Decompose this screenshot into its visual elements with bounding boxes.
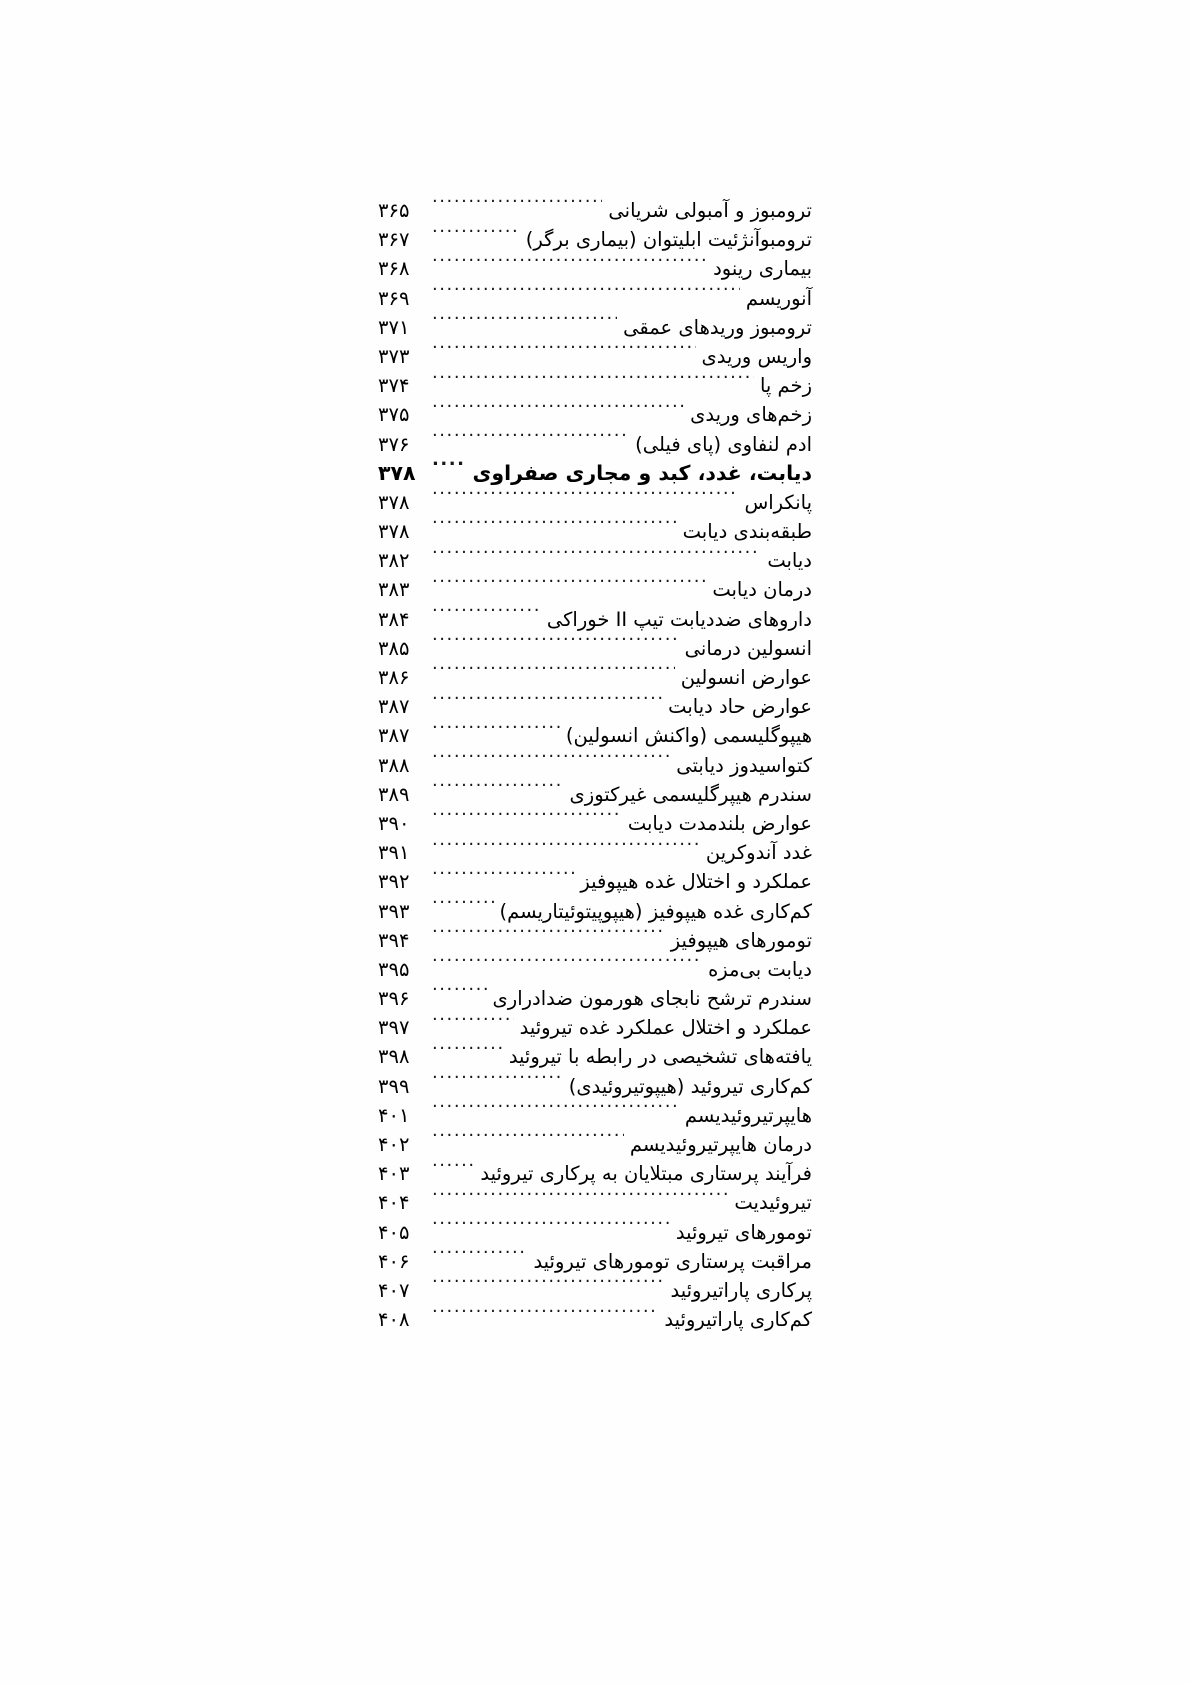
toc-entry-page-number: ۳۹۱ [378,841,410,865]
toc-entry-page-number: ۴۰۴ [378,1191,410,1215]
toc-entry[interactable] [378,225,812,254]
toc-entry-page-number: ۴۰۲ [378,1133,410,1156]
toc-leader-dots [432,986,487,1006]
toc-entry-page-number: ۳۷۳ [378,344,410,368]
toc-leader-dots [432,694,662,714]
toc-entry-title: کم‌کاری پاراتیروئید [664,1308,812,1332]
toc-leader-dots [432,431,629,451]
toc-entry[interactable] [378,1013,812,1042]
toc-leader-dots [432,606,541,626]
toc-entry[interactable] [378,838,812,867]
toc-entry-title: پانکراس [744,490,812,514]
toc-leader-dots [432,1073,563,1093]
toc-entry-page-number: ۳۷۸ [378,460,416,485]
toc-entry-page-number: ۳۸۸ [378,753,410,777]
toc-leader-dots [432,898,494,918]
toc-entry-page-number: ۳۹۵ [378,957,410,981]
toc-leader-dots [432,723,560,743]
toc-entry-page-number: ۳۶۹ [378,286,410,310]
toc-entry-title: کتواسیدوز دیابتی [676,753,812,777]
toc-leader-dots [432,519,677,539]
toc-entry-page-number: ۴۰۶ [378,1249,410,1273]
toc-section-heading[interactable] [378,459,812,488]
toc-entry-page-number: ۴۰۳ [378,1162,410,1186]
toc-entry-title: طبقه‌بندی دیابت [682,520,812,544]
toc-entry[interactable] [378,634,812,663]
toc-entry-title: سندرم هیپرگلیسمی غیرکتوزی [569,782,812,806]
toc-leader-dots [432,1190,728,1210]
toc-entry-page-number: ۳۶۵ [378,199,410,222]
toc-entry[interactable] [378,517,812,546]
toc-entry-page-number: ۴۰۷ [378,1278,410,1302]
toc-entry-title: عوارض انسولین [680,666,812,689]
toc-leader-dots [432,752,670,772]
toc-entry-title: درمان هایپرتیروئیدیسم [629,1133,812,1156]
toc-entry[interactable] [378,721,812,750]
toc-entry-title: واریس وریدی [701,344,812,368]
toc-leader-dots [432,198,602,218]
toc-entry-page-number: ۳۸۷ [378,695,410,719]
toc-entry[interactable] [378,1072,812,1101]
toc-entry[interactable] [378,1101,812,1130]
toc-entry[interactable] [378,605,812,634]
toc-entry-page-number: ۴۰۱ [378,1103,410,1127]
toc-entry-title: دیابت [767,549,812,573]
toc-entry[interactable] [378,926,812,955]
toc-entry-page-number: ۳۹۴ [378,928,410,952]
toc-entry-page-number: ۳۷۵ [378,403,410,427]
toc-entry-page-number: ۳۹۸ [378,1045,410,1069]
toc-entry-page-number: ۳۷۸ [378,520,410,544]
toc-entry-title: عوارض بلندمدت دیابت [627,811,812,835]
toc-entry-page-number: ۳۶۸ [378,257,410,281]
toc-leader-dots [432,256,707,276]
toc-leader-dots [432,869,574,889]
toc-leader-dots [432,956,702,976]
toc-leader-dots [432,840,700,860]
toc-entry-page-number: ۳۹۶ [378,987,410,1011]
toc-leader-dots [432,1132,624,1152]
toc-entry[interactable] [378,196,812,225]
toc-leader-dots [432,402,684,422]
toc-entry-page-number: ۳۸۶ [378,666,410,689]
toc-leader-dots [432,489,738,509]
toc-leader-dots [432,285,740,305]
toc-leader-dots [432,343,696,363]
toc-entry-title: فرآیند پرستاری مبتلایان به پرکاری تیروئید [480,1162,812,1186]
toc-entry-page-number: ۳۸۴ [378,607,410,631]
toc-leader-dots [432,227,520,247]
toc-entry-title: کم‌کاری غده هیپوفیز (هیپوپیتوئیتاریسم) [499,899,812,923]
toc-leader-dots [432,1015,514,1035]
toc-entry-page-number: ۳۸۷ [378,724,410,748]
toc-leader-dots [432,810,622,830]
toc-entry-page-number: ۳۷۴ [378,374,410,398]
toc-leader-dots [432,1307,658,1327]
toc-leader-dots [432,314,617,334]
toc-entry-page-number: ۴۰۵ [378,1220,410,1244]
toc-entry[interactable] [378,1159,812,1188]
toc-leader-dots [432,927,665,947]
toc-entry[interactable] [378,751,812,780]
toc-entry[interactable] [378,1218,812,1247]
toc-leader-dots [432,665,675,685]
toc-entry-title: درمان دیابت [712,578,812,602]
toc-entry[interactable] [378,313,812,342]
toc-entry-title: ادم لنفاوی (پای فیلی) [635,432,812,456]
toc-entry-page-number: ۳۹۷ [378,1016,410,1040]
toc-entry-page-number: ۳۷۱ [378,315,410,339]
toc-entry[interactable] [378,400,812,429]
toc-entry-title: ترومبوز وریدهای عمقی [623,315,812,339]
toc-entry[interactable] [378,663,812,692]
toc-entry-title: هایپرتیروئیدیسم [684,1103,812,1127]
toc-entry-page-number: ۳۷۶ [378,432,410,456]
toc-entry-title: عوارض حاد دیابت [668,695,812,719]
toc-entry-page-number: ۳۷۸ [378,490,410,514]
toc-entry[interactable] [378,867,812,896]
toc-entry-page-number: ۳۹۹ [378,1074,410,1098]
toc-leader-dots [432,373,754,393]
toc-entry[interactable] [378,897,812,926]
toc-entry-title: هیپوگلیسمی (واکنش انسولین) [565,724,812,748]
toc-entry-title: تیروئیدیت [734,1191,812,1215]
toc-entry-title: عملکرد و اختلال غده هیپوفیز [580,870,812,894]
toc-entry-title: دیابت، غدد، کبد و مجاری صفراوی [472,460,812,485]
toc-entry-page-number: ۳۸۹ [378,782,410,806]
toc-entry[interactable] [378,430,812,459]
toc-entry[interactable] [378,488,812,517]
toc-entry-title: داروهای ضددیابت تیپ II خوراکی [546,607,812,631]
toc-entry-page-number: ۳۸۲ [378,549,410,573]
toc-entry[interactable] [378,1042,812,1071]
toc-entry-title: کم‌کاری تیروئید (هیپوتیروئیدی) [568,1074,812,1098]
toc-entry-page-number: ۳۸۳ [378,578,410,602]
toc-entry[interactable] [378,809,812,838]
toc-entry-title: عملکرد و اختلال عملکرد غده تیروئید [519,1016,812,1040]
toc-entry-title: غدد آندوکرین [705,841,812,865]
toc-entry[interactable] [378,254,812,283]
toc-entry-page-number: ۳۶۷ [378,228,410,252]
toc-entry-page-number: ۳۹۳ [378,899,410,923]
toc-entry-title: پرکاری پاراتیروئید [670,1278,812,1302]
toc-entry-title: ترومبوآنژئیت ابلیتوان (بیماری برگر) [525,228,812,252]
toc-entry[interactable] [378,984,812,1013]
toc-entry-page-number: ۴۰۸ [378,1308,410,1332]
toc-entry[interactable] [378,371,812,400]
toc-entry[interactable] [378,1247,812,1276]
toc-entry-title: انسولین درمانی [684,636,812,660]
toc-leader-dots [432,635,679,655]
toc-leader-dots [432,1219,670,1239]
toc-entry-page-number: ۳۹۰ [378,811,410,835]
toc-entry-title: تومورهای هیپوفیز [670,928,812,952]
toc-entry-title: آنوریسم [745,286,812,310]
toc-leader-dots [432,1161,474,1181]
toc-leader-dots [432,781,564,801]
toc-entry-title: زخم‌های وریدی [690,403,812,427]
toc-leader-dots [432,577,706,597]
toc-entry[interactable] [378,1130,812,1159]
toc-entry-title: یافته‌های تشخیصی در رابطه با تیروئید [508,1045,812,1069]
toc-entry-title: مراقبت پرستاری تومورهای تیروئید [533,1249,812,1273]
table-of-contents [378,196,812,1334]
toc-entry-title: ترومبوز و آمبولی شریانی [608,199,812,222]
toc-entry-page-number: ۳۸۵ [378,636,410,660]
toc-entry[interactable] [378,1305,812,1334]
toc-leader-dots [432,548,761,568]
toc-leader-dots [432,1248,527,1268]
toc-entry[interactable] [378,546,812,575]
toc-entry-page-number: ۳۹۲ [378,870,410,894]
toc-entry[interactable] [378,342,812,371]
toc-entry[interactable] [378,1276,812,1305]
toc-entry[interactable] [378,1188,812,1217]
toc-leader-dots [432,1277,664,1297]
toc-entry[interactable] [378,575,812,604]
toc-leader-dots [432,459,467,480]
toc-leader-dots [432,1102,679,1122]
toc-entry-title: دیابت بی‌مزه [708,957,812,981]
toc-entry[interactable] [378,955,812,984]
toc-entry-title: سندرم ترشح نابجای هورمون ضدادراری [492,987,812,1011]
toc-entry[interactable] [378,284,812,313]
toc-entry[interactable] [378,780,812,809]
toc-leader-dots [432,1044,503,1064]
toc-entry-title: زخم پا [759,374,812,398]
toc-entry-title: بیماری رینود [713,257,812,281]
toc-entry[interactable] [378,692,812,721]
toc-entry-title: تومورهای تیروئید [675,1220,812,1244]
